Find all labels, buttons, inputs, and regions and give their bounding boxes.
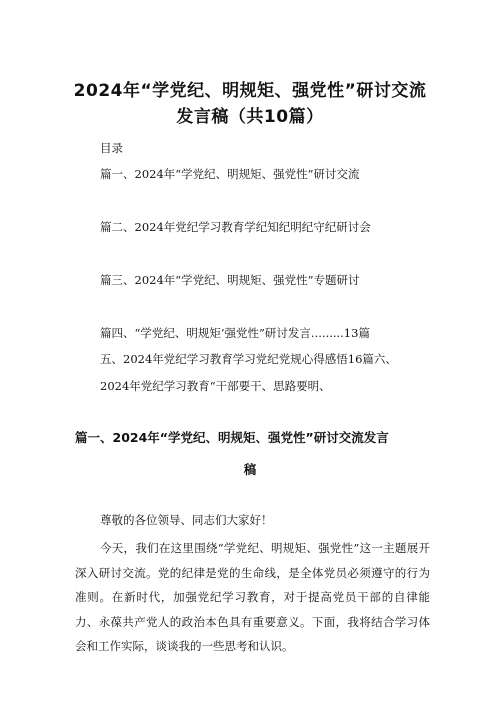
body-paragraph: 今天，我们在这里围绕“学党纪、明规矩、强党性”这一主题展开深入研讨交流。党的纪律是党的生命线，是全体党员必须遵守的行为准则。在新时代，加强党纪学习教育，对于提高党员干部的自律能力、永葆共产党人的政治本色具有重要意义。下面，我将结合学习体会和工作实际，谈谈我的一些思考和认识。: [75, 541, 430, 653]
toc-item: 篇二、2024年党纪学习教育学纪知纪明纪守纪研讨会: [100, 220, 371, 234]
toc-item: 2024年党纪学习教育“干部要干、思路要明、: [100, 379, 331, 393]
document-title-line1: 2024年“学党纪、明规矩、强党性”研讨交流: [73, 81, 427, 101]
greeting: 尊敬的各位领导、同志们大家好！: [100, 513, 273, 527]
section-title-line1: 篇一、2024年“学党纪、明规矩、强党性”研讨交流发言: [75, 430, 389, 445]
toc-item: 篇三、2024年“学党纪、明规矩、强党性”专题研讨: [100, 273, 360, 287]
document-title-line2: 发言稿（共10篇）: [176, 107, 324, 127]
section-title-line2: 稿: [243, 462, 257, 477]
toc-item: 篇四、“学党纪、明规矩’强党性”研讨发言.........13篇: [100, 326, 370, 340]
toc-item: 篇一、2024年“学党纪、明规矩、强党性”研讨交流: [100, 167, 360, 181]
toc-item: 五、2024年党纪学习教育学习党纪党规心得感悟16篇六、: [100, 352, 397, 366]
toc-heading: 目录: [100, 141, 123, 155]
